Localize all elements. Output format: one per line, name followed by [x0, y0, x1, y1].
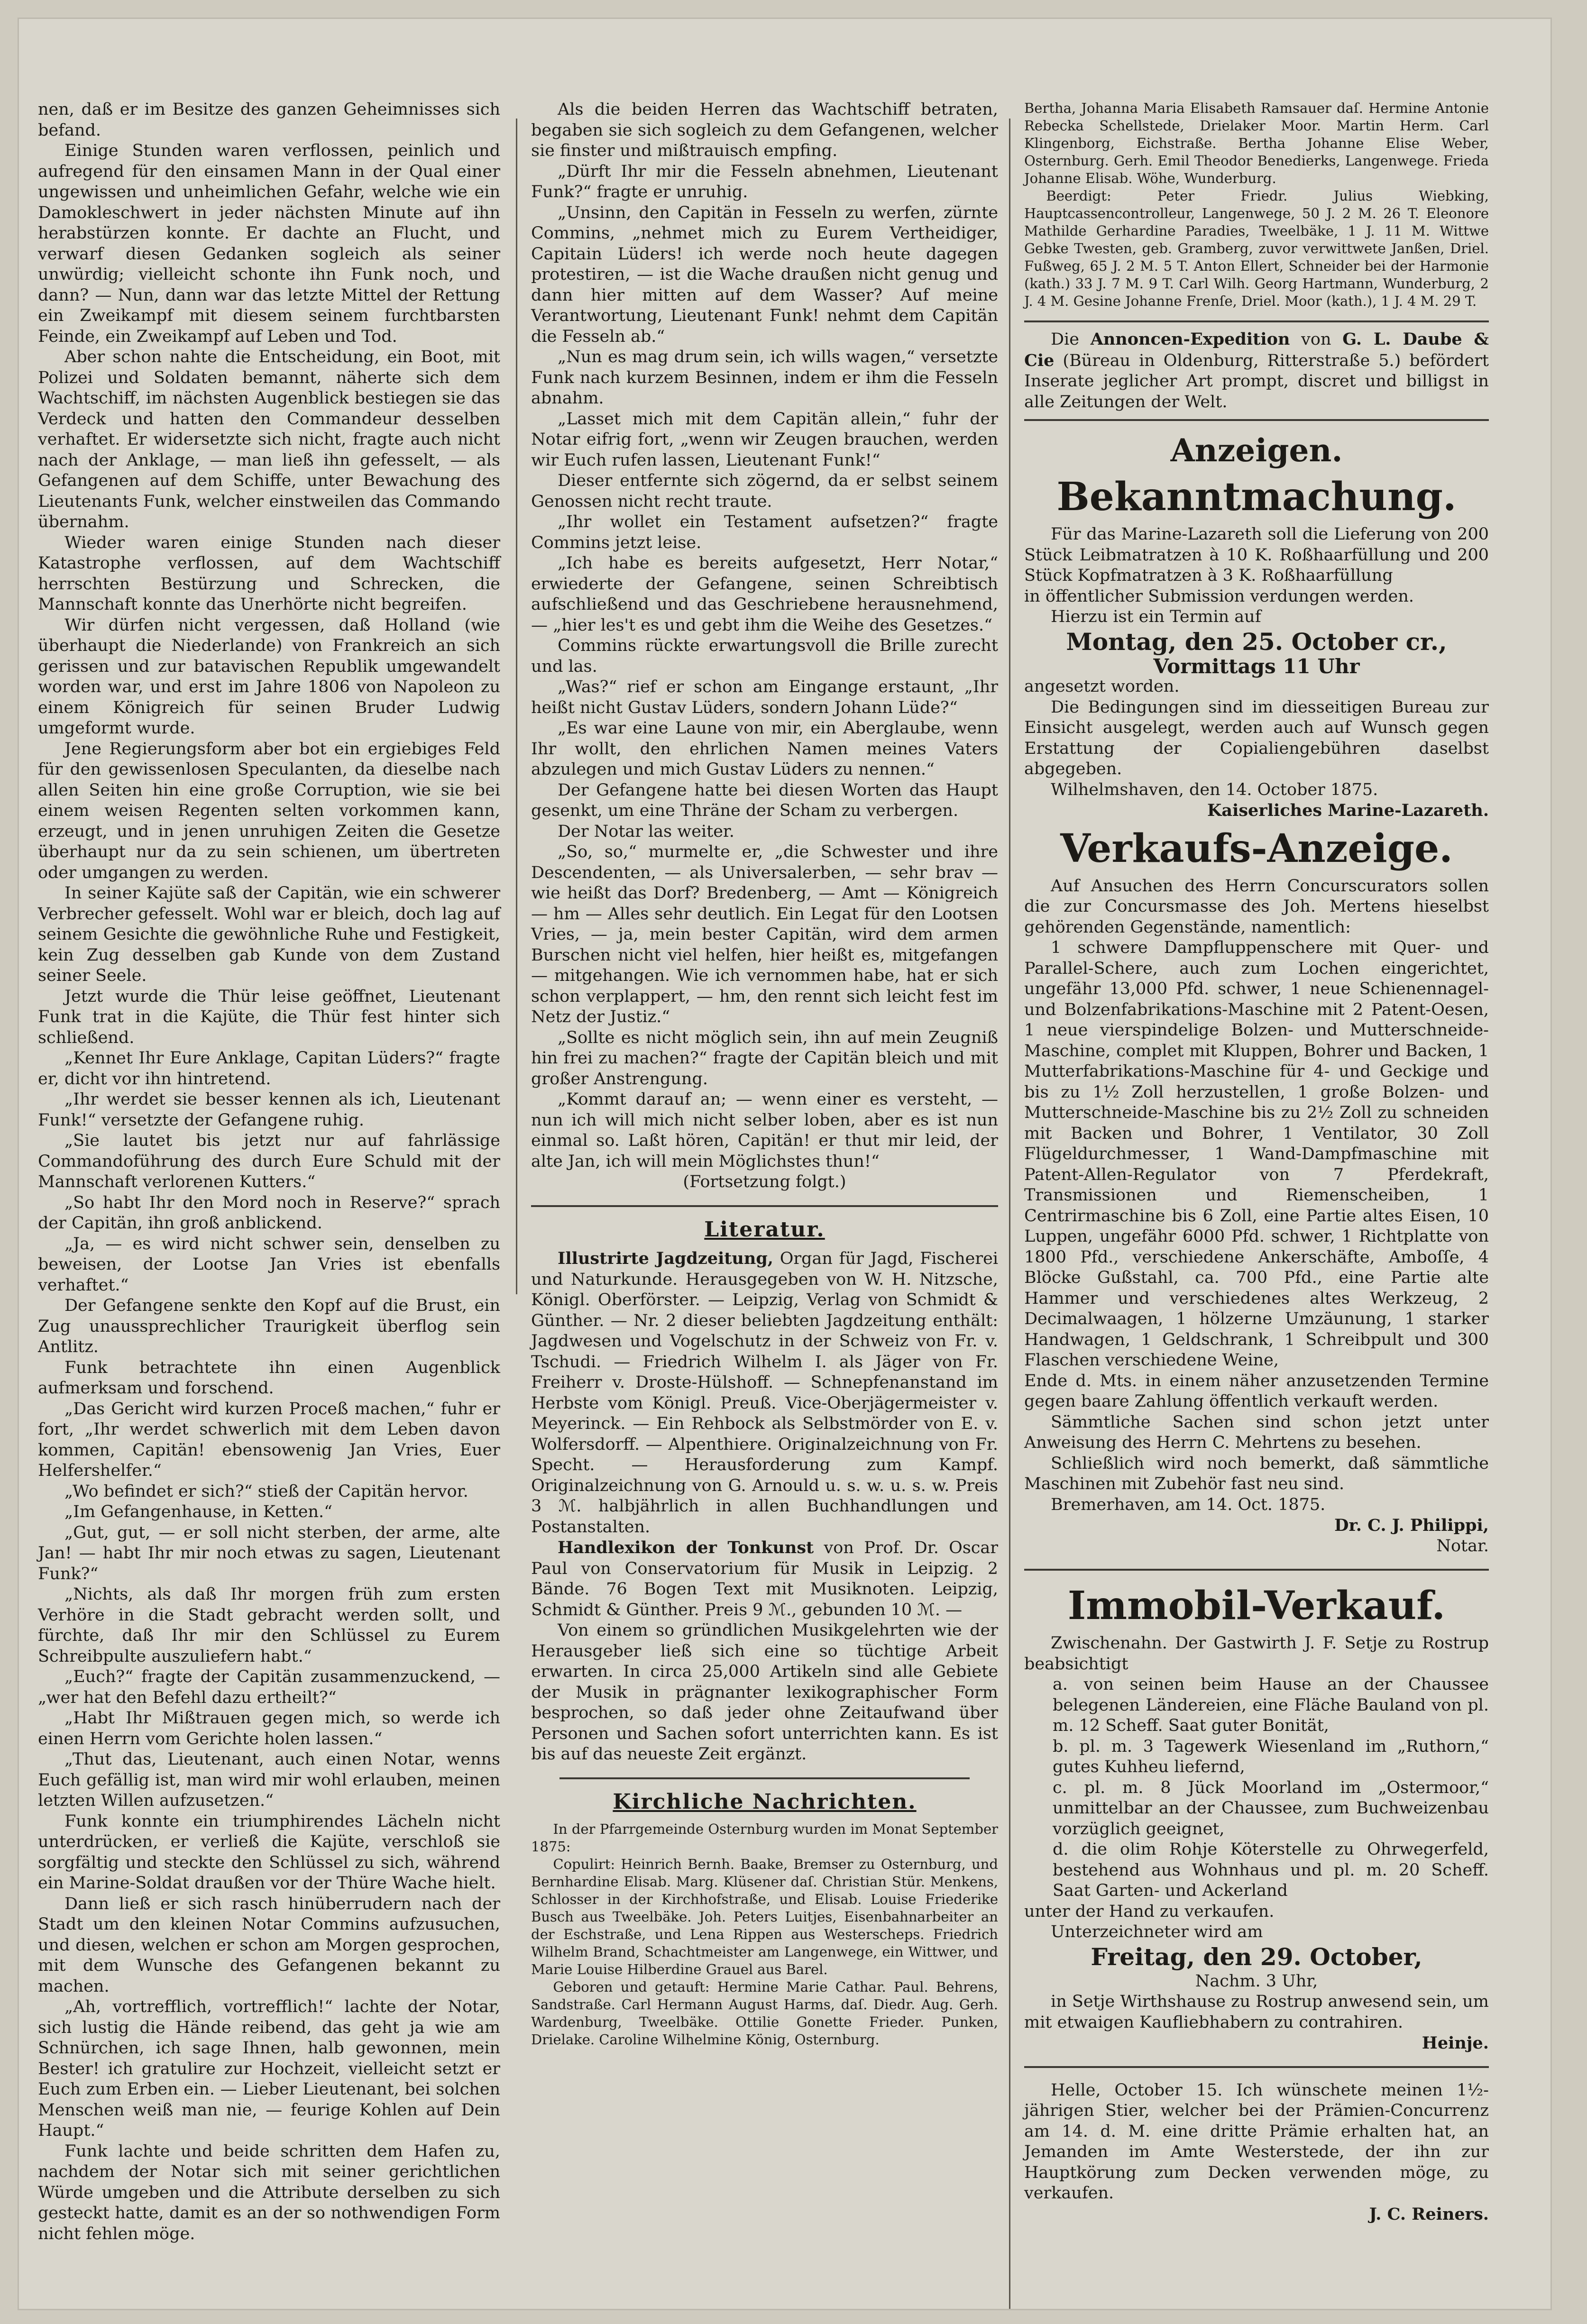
- column-rule-right: [1009, 119, 1010, 2309]
- literature-heading: Literatur.: [704, 1217, 825, 1242]
- middle-column: [531, 100, 998, 2049]
- story-paragraph: „Thut das, Lieutenant, auch einen Notar, wenns Euch gefällig ist, man wird mir wohl erlauben, meinen letzten Willen aufzusetzen.“: [38, 1750, 500, 1810]
- property-time: Nachm. 3 Uhr,: [1195, 1971, 1318, 1991]
- newspaper-page: [19, 19, 1550, 2309]
- story-paragraph: „Gut, gut, — er soll nicht sterben, der arme, alte Jan! — habt Ihr mir noch etwas zu sagen, Lieutenant Funk?“: [38, 1523, 500, 1583]
- annonce-company: G. L. Daube & Cie: [1024, 329, 1489, 370]
- story-paragraph: „Unsinn, den Capitän in Fesseln zu werfen, zürnte Commins, „nehmet mich zu Eurem Vertheidiger, Capitain Lüders! ich werde noch heute dagegen protestiren, — ist die Wache draußen nicht genug und dann hier mitten auf dem Wasser? Auf meine Verantwortung, Lieutenant Funk! nehmt dem Capitän die Fesseln ab.“: [531, 203, 998, 346]
- property-signature: Heinje.: [1422, 2033, 1489, 2053]
- sale-paragraph: Schließlich wird noch bemerkt, daß sämmtliche Maschinen mit Zubehör fast neu sind.: [1024, 1454, 1489, 1493]
- story-paragraph: „So habt Ihr den Mord noch in Reserve?“ sprach der Capitän, ihn groß anblickend.: [38, 1193, 500, 1233]
- story-paragraph: Wir dürfen nicht vergessen, daß Holland (wie überhaupt die Niederlande) von Frankreich an sich gerissen und zur batavischen Republik umgewandelt worden war, und erst im Jahre 1806 von Napoleon zu einem Königreich für seinen Bruder Ludwig umgeformt wurde.: [38, 615, 500, 738]
- story-paragraph: „Sollte es nicht möglich sein, ihn auf mein Zeugniß hin frei zu machen?“ fragte der Capitän bleich und mit großer Anstrengung.: [531, 1028, 998, 1089]
- story-paragraph: „Dürft Ihr mir die Fesseln abnehmen, Lieutenant Funk?“ fragte er unruhig.: [531, 162, 998, 201]
- property-item: b. pl. m. 3 Tagewerk Wiesenland im „Ruthorn,“ gutes Kuhheu liefernd,: [1053, 1737, 1489, 1776]
- annonce-pre: Die: [1051, 330, 1091, 349]
- story-paragraph: Der Gefangene hatte bei diesen Worten das Haupt gesenkt, um eine Thräne der Scham zu verbergen.: [531, 780, 998, 820]
- story-paragraph: „Im Gefangenhause, in Ketten.“: [64, 1502, 333, 1521]
- story-paragraph: nen, daß er im Besitze des ganzen Geheimnisses sich befand.: [38, 100, 500, 140]
- story-paragraph: Der Gefangene senkte den Kopf auf die Brust, ein Zug unaussprechlicher Traurigkeit überflog sein Antlitz.: [38, 1296, 500, 1356]
- property-item: d. die olim Rohje Köterstelle zu Ohrwegerfeld, bestehend aus Wohnhaus und pl. m. 20 Scheff. Saat Garten- und Ackerland: [1053, 1840, 1489, 1900]
- story-paragraph: „Euch?“ fragte der Capitän zusammenzuckend, — „wer hat den Befehl dazu ertheilt?“: [38, 1667, 500, 1707]
- sale-notice-heading: Verkaufs-Anzeige.: [1060, 825, 1453, 871]
- annonce-text: [1024, 329, 1489, 412]
- notice-date: Montag, den 25. October cr.,: [1066, 627, 1447, 656]
- story-paragraph: „Habt Ihr Mißtrauen gegen mich, so werde ich einen Herrn vom Gerichte holen lassen.“: [38, 1709, 500, 1748]
- story-paragraph: „Ja, — es wird nicht schwer sein, denselben zu beweisen, der Lootse Jan Vries ist ebenfalls verhaftet.“: [38, 1234, 500, 1295]
- advertisement-column: [1024, 100, 1489, 2224]
- property-sale-heading: Immobil-Verkauf.: [1067, 1583, 1446, 1629]
- notice-paragraph: Wilhelmshaven, den 14. October 1875.: [1051, 780, 1378, 799]
- story-paragraph: Funk lachte und beide schritten dem Hafen zu, nachdem der Notar sich mit seiner gerichtlichen Würde umgeben und die Attribute derselben zu sich gesteckt hatte, damit es an der so nothwendigen Form nicht fehlen möge.: [38, 2141, 500, 2243]
- bull-sale-signature: J. C. Reiners.: [1369, 2204, 1489, 2224]
- section-divider: [531, 1205, 998, 1207]
- story-paragraph: Commins rückte erwartungsvoll die Brille zurecht und las.: [531, 636, 998, 676]
- church-news-paragraph: In der Pfarrgemeinde Osternburg wurden im Monat September 1875:: [531, 1821, 998, 1855]
- burials-paragraph: Beerdigt: Peter Friedr. Julius Wiebking, Hauptcassencontrolleur, Langenwege, 50 J. 2 M. 26 T. Eleonore Mathilde Gerhardine Paradies, Tweelbäke, 1 J. 11 M. Wittwe Gebke Twesten, geb. Gramberg, zuvor verwittwete Janßen, Driel. Fußweg, 65 J. 2 M. 5 T. Anton Ellert, Schneider bei der Harmonie (kath.) 33 J. 7 M. 9 T. Carl Wilh. Georg Hartmann, Wunderburg, 2 J. 4 M. Gesine Johanne Frenſe, Driel. Moor (kath.), 1 J. 4 M. 29 T.: [1024, 188, 1489, 309]
- sale-paragraph: Sämmtliche Sachen sind schon jetzt unter Anweisung des Herrn C. Mehrtens zu besehen.: [1024, 1412, 1489, 1452]
- notice-signature: Kaiserliches Marine-Lazareth.: [1207, 801, 1489, 820]
- sale-paragraph: Ende d. Mts. in einem näher anzusetzenden Termine gegen baare Zahlung öffentlich verkauft werden.: [1024, 1371, 1489, 1411]
- property-text: in Setje Wirthshause zu Rostrup anwesend sein, um mit etwaigen Kaufliebhabern zu contrahiren.: [1024, 1992, 1489, 2032]
- notice-heading: Bekanntmachung.: [1056, 474, 1457, 520]
- property-text: Unterzeichneter wird am: [1051, 1922, 1263, 1941]
- continuation-note: (Fortsetzung folgt.): [683, 1172, 846, 1191]
- literature-entry-text: Organ für Jagd, Fischerei und Naturkunde. Herausgegeben von W. H. Nitzsche, Königl. Oberförster. — Leipzig, Verlag von Schmidt & Günther. — Nr. 2 dieser beliebten Jagdzeitung enthält: Jagdwesen und Vogelschutz in der Schweiz von Fr. v. Tschudi. — Friedrich Wilhelm I. als Jäger von Fr. Freiherr v. Droste-Hülshoff. — Schnepfenanstand im Herbste vom Königl. Preuß. Vice-Oberjägermeister v. Meyerinck. — Ein Rehbock als Selbstmörder von E. v. Wolfersdorff. — Alpenthiere. Originalzeichnung von Fr. Specht. — Herausforderung zum Kampf. Originalzeichnung von G. Arnould u. s. w. u. s. w. Preis 3 ℳ. halbjährlich in allen Buchhandlungen und Postanstalten.: [531, 1249, 999, 1537]
- story-paragraph: Jetzt wurde die Thür leise geöffnet, Lieutenant Funk trat in die Kajüte, die Thür fest hinter sich schließend.: [38, 987, 500, 1047]
- story-paragraph: „Kommt darauf an; — wenn einer es versteht, — nun ich will mich nicht selber loben, aber es ist nun einmal so. Laßt hören, Capitän! er thut mir leid, der alte Jan, ich will mein Möglichstes thun!“: [531, 1090, 998, 1171]
- story-paragraph: Funk betrachtete ihn einen Augenblick aufmerksam und forschend.: [38, 1358, 500, 1398]
- story-paragraph: „Ihr werdet sie besser kennen als ich, Lieutenant Funk!“ versetzte der Gefangene ruhig.: [38, 1090, 500, 1130]
- story-paragraph: Wieder waren einige Stunden nach dieser Katastrophe verflossen, auf dem Wachtschiff herrschten Bestürzung und Schrecken, die Mannschaft konnte das Unerhörte nicht begreifen.: [38, 533, 500, 614]
- story-paragraph: Dann ließ er sich rasch hinüberrudern nach der Stadt um den kleinen Notar Commins aufzusuchen, und diesen, welchen er schon am Morgen gesprochen, mit dem Wunsche des Gefangenen bekannt zu machen.: [38, 1894, 500, 1996]
- church-news-continued: Bertha, Johanna Maria Elisabeth Ramsauer daſ. Hermine Antonie Rebecka Schellstede, Drielaker Moor. Martin Herm. Carl Klingenborg, Eichstraße. Bertha Johanne Elise Weber, Osternburg. Gerh. Emil Theodor Benedierks, Langenwege. Frieda Johanne Elisab. Wöhe, Wunderburg.: [1024, 100, 1489, 186]
- bull-sale-text: Helle, October 15. Ich wünschete meinen 1½-jährigen Stier, welcher bei der Prämien-Concurrenz am 14. d. M. eine dritte Prämie erhalten hat, an Jemanden im Amte Westerstede, der ihn zur Hauptkörung zum Decken verwenden möge, zu verkaufen.: [1024, 2080, 1489, 2203]
- church-news-paragraph: Copulirt: Heinrich Bernh. Baake, Bremser zu Osternburg, und Bernhardine Elisab. Marg. Klüsener daſ. Christian Stür. Menkens, Schlosser in der Kirchhofstraße, und Elisab. Louise Friederike Busch aus Tweelbäke. Joh. Peters Luitjes, Eisenbahnarbeiter an der Eschstraße, und Lena Rippen aus Westerscheps. Friedrich Wilhelm Brand, Schachtmeister am Langenwege, ein Wittwer, und Marie Louise Hilberdine Grauel aus Barel.: [531, 1856, 998, 1977]
- literature-entry: [531, 1620, 998, 1765]
- church-news-paragraph: Geboren und getauft: Hermine Marie Cathar. Paul. Behrens, Sandstraße. Carl Hermann August Harms, daſ. Diedr. Aug. Gerh. Wardenburg, Tweelbäke. Ottilie Gonette Frieder. Punken, Drielake. Caroline Wilhelmine König, Osternburg.: [531, 1979, 998, 2048]
- property-item: c. pl. m. 8 Jück Moorland im „Ostermoor,“ unmittelbar an der Chaussee, zum Buchweizenbau vorzüglich geeignet,: [1053, 1778, 1489, 1839]
- sale-paragraph: 1 schwere Dampfluppenschere mit Quer- und Parallel-Schere, auch zum Lochen eingerichtet, ungefähr 13,000 Pfd. schwer, 1 neue Schienennagel- und Bolzenfabrikations-Maschine mit 2 Patent-Oesen, 1 neue vierspindelige Bolzen- und Mutterschneide-Maschine, complet mit Kluppen, Bohrer und Backen, 1 Mutterfabrikations-Maschine für 4- und Geckige und bis zu 1½ Zoll herzustellen, 1 große Bolzen- und Mutterschneide-Maschine bis zu 2½ Zoll zu schneiden mit Backen und Bohrer, 1 Ventilator, 30 Zoll Flügeldurchmesser, 1 Wand-Dampfmaschine mit Patent-Allen-Regulator von 7 Pferdekraft, Transmissionen und Riemenscheiben, 1 Centrirmaschine bis 6 Zoll, eine Partie altes Eisen, 10 Luppen, ungefähr 6000 Pfd. schwer, 1 Richtplatte von 1800 Pfd., verschiedene Ankerschäfte, Amboſſe, 4 Blöcke Gußstahl, ca. 700 Pfd., eine Partie alte Hammer und verschiedenes altes Werkzeug, 2 Decimalwaagen, 1 hölzerne Umzäunung, 1 starker Handwagen, 1 Geldschrank, 1 Schreibpult und 300 Flaschen verschiedene Weine,: [1024, 938, 1489, 1370]
- story-paragraph: „Nichts, als daß Ihr morgen früh zum ersten Verhöre in die Stadt gebracht werden sollt, und fürchte, daß Ihr mir den Schlüssel zu Eurem Schreibpulte auszuliefern habt.“: [38, 1585, 500, 1666]
- church-news-heading: Kirchliche Nachrichten.: [613, 1789, 917, 1814]
- story-paragraph: In seiner Kajüte saß der Capitän, wie ein schwerer Verbrecher gefesselt. Wohl war er bleich, doch lag auf seinem Gesichte die gewöhnliche Ruhe und Festigkeit, kein Zug desselben gab Kunde von dem Zustand seiner Seele.: [38, 884, 500, 985]
- property-intro: Zwischenahn. Der Gastwirth J. F. Setje zu Rostrup beabsichtigt: [1024, 1634, 1489, 1674]
- story-paragraph: „Wo befindet er sich?“ stieß der Capitän hervor.: [64, 1482, 468, 1501]
- property-item: a. von seinen beim Hause an der Chaussee belegenen Ländereien, eine Fläche Bauland von pl. m. 12 Scheff. Saat guter Bonität,: [1053, 1675, 1489, 1735]
- story-paragraph: „Es war eine Laune von mir, ein Aberglaube, wenn Ihr wollt, den ehrlichen Namen meines Vaters abzulegen und mich Gustav Lüders zu nennen.“: [531, 719, 998, 779]
- story-paragraph: „Ich habe es bereits aufgesetzt, Herr Notar,“ erwiederte der Gefangene, seinen Schreibtisch aufschließend und das Geschriebene herausnehmend, — „hier les't es und gebt ihm die Weihe des Gesetzes.“: [531, 554, 998, 635]
- literature-entry-title: Illustrirte Jagdzeitung,: [558, 1249, 773, 1268]
- annonce-mid: von: [1290, 330, 1343, 349]
- story-paragraph: Dieser entfernte sich zögernd, da er selbst seinem Genossen nicht recht traute.: [531, 471, 998, 511]
- story-paragraph: „Kennet Ihr Eure Anklage, Capitan Lüders?“ fragte er, dicht vor ihn hintretend.: [38, 1049, 500, 1089]
- section-divider: [1024, 1569, 1489, 1571]
- sale-signature-title: Notar.: [1436, 1536, 1489, 1555]
- column-rule-left: [516, 119, 517, 1294]
- literature-entry-text: Von einem so gründlichen Musikgelehrten wie der Herausgeber ließ sich eine so tüchtige Arbeit erwarten. In circa 25,000 Artikeln sind alle Gebiete der Musik in prägnanter lexikographischer Form besprochen, so daß jeder ohne Zeitaufwand über Personen und Sachen sofort unterrichten kann. Es ist bis auf das neueste Zeit ergänzt.: [531, 1621, 998, 1764]
- story-paragraph: Als die beiden Herren das Wachtschiff betraten, begaben sie sich sogleich zu dem Gefangenen, welcher sie finster und mißtrauisch empfing.: [531, 100, 998, 160]
- story-paragraph: „Sie lautet bis jetzt nur auf fahrlässige Commandoführung des durch Eure Schuld mit der Mannschaft verlorenen Kutters.“: [38, 1131, 500, 1191]
- sale-paragraph: Bremerhaven, am 14. Oct. 1875.: [1051, 1495, 1326, 1514]
- story-paragraph: „Das Gericht wird kurzen Proceß machen,“ fuhr er fort, „Ihr werdet schwerlich mit dem Leben davon kommen, Capitän! ebensowenig Jan Vries, Euer Helfershelfer.“: [38, 1399, 500, 1480]
- story-paragraph: Einige Stunden waren verflossen, peinlich und aufregend für den einsamen Mann in der Qual einer ungewissen und unheimlichen Gefahr, welche wie ein Damokleschwert in jeder nächsten Minute auf ihn herabstürzen konnte. Er dachte an Flucht, und verwarf diesen Gedanken sogleich als seiner unwürdig; vielleicht schonte ihn Funk noch, und dann? — Nun, dann war das letzte Mittel der Rettung ein Zweikampf mit diesem seinem furchtbarsten Feinde, ein Zweikampf auf Leben und Tod.: [38, 141, 500, 346]
- literature-entry-title: Handlexikon der Tonkunst: [558, 1538, 814, 1557]
- story-paragraph: Der Notar las weiter.: [558, 822, 734, 841]
- annonce-post: (Büreau in Oldenburg, Ritterstraße 5.) befördert Inserate jeglicher Art prompt, discret und billigst in alle Zeitungen der Welt.: [1024, 351, 1489, 412]
- story-paragraph: „Lasset mich mit dem Capitän allein,“ fuhr der Notar eifrig fort, „wenn wir Zeugen brauchen, werden wir Euch rufen lassen, Lieutenant Funk!“: [531, 409, 998, 470]
- notice-paragraph: Die Bedingungen sind im diesseitigen Bureau zur Einsicht ausgelegt, werden auch auf Wunsch gegen Erstattung der Copialiengebühren daselbst abgegeben.: [1024, 697, 1489, 778]
- sale-signature: Dr. C. J. Philippi,: [1334, 1516, 1489, 1535]
- notice-paragraph: angesetzt worden.: [1024, 677, 1180, 696]
- ads-heading: Anzeigen.: [1170, 432, 1343, 469]
- story-paragraph: „So, so,“ murmelte er, „die Schwester und ihre Descendenten, — als Universalerben, — sehr brav — wie heißt das Dorf? Bredenberg, — Amt — Königreich — hm — Alles sehr deutlich. Ein Legat für den Lootsen Vries, — ja, mein bester Capitän, wird dem armen Burschen nicht viel helfen, hier heißt es, mitgefangen — mitgehangen. Wie ich vernommen habe, hat er sich schon verplappert, — hm, den rennt sich leicht fest im Netz der Justiz.“: [531, 842, 998, 1026]
- literature-entry-text: von Prof. Dr. Oscar Paul von Conservatorium für Musik in Leipzig. 2 Bände. 76 Bogen Text mit Musiknoten. Leipzig, Schmidt & Günther. Preis 9 ℳ., gebunden 10 ℳ. —: [531, 1538, 998, 1619]
- section-divider: [1024, 2066, 1489, 2068]
- property-text: unter der Hand zu verkaufen.: [1024, 1902, 1275, 1921]
- literature-entry: [531, 1248, 998, 1537]
- story-paragraph: Aber schon nahte die Entscheidung, ein Boot, mit Polizei und Soldaten bemannt, näherte sich dem Wachtschiff, im nächsten Augenblick bestiegen sie das Verdeck und hatten den Commandeur desselben verhaftet. Er widersetzte sich nicht, fragte auch nicht nach der Anklage, — man ließ ihn gefesselt, — als Gefangenen auf dem Schiffe, unter Bewachung des Lieutenants Funk, welcher einstweilen das Commando übernahm.: [38, 348, 500, 531]
- annonce-expedition-ad: [1024, 320, 1489, 421]
- sale-paragraph: Auf Ansuchen des Herrn Concurscurators sollen die zur Concursmasse des Joh. Mertens hieselbst gehörenden Gegenstände, namentlich:: [1024, 876, 1489, 937]
- section-divider: [560, 1777, 970, 1779]
- story-column-left: [38, 100, 500, 2244]
- notice-paragraph: in öffentlicher Submission verdungen werden.: [1024, 586, 1414, 606]
- property-date: Freitag, den 29. October,: [1091, 1942, 1422, 1971]
- story-paragraph: „Nun es mag drum sein, ich wills wagen,“ versetzte Funk nach kurzem Besinnen, indem er ihm die Fesseln abnahm.: [531, 348, 998, 408]
- notice-time: Vormittags 11 Uhr: [1153, 654, 1360, 678]
- annonce-name: Annoncen-Expedition: [1090, 329, 1290, 349]
- story-paragraph: „Ihr wollet ein Testament aufsetzen?“ fragte Commins jetzt leise.: [531, 512, 998, 552]
- story-paragraph: Funk konnte ein triumphirendes Lächeln nicht unterdrücken, er verließ die Kajüte, verschloß sie sorgfältig und steckte den Schlüssel zu sich, während ein Marine-Soldat draußen vor der Thüre Wache hielt.: [38, 1812, 500, 1893]
- notice-paragraph: Hierzu ist ein Termin auf: [1051, 607, 1261, 626]
- story-paragraph: „Ah, vortrefflich, vortrefflich!“ lachte der Notar, sich lustig die Hände reibend, das geht ja wie am Schnürchen, ich sage Ihnen, halb gewonnen, mein Bester! ich gratulire zur Hochzeit, vielleicht setzt er Euch zum Erben ein. — Lieber Lieutenant, bei solchen Menschen weiß man nie, — feurige Kohlen auf Dein Haupt.“: [38, 1997, 500, 2140]
- literature-entry: [531, 1537, 998, 1620]
- story-paragraph: Jene Regierungsform aber bot ein ergiebiges Feld für den gewissenlosen Speculanten, da dieselbe nach allen Seiten hin eine große Corruption, wie sie bei einem weisen Regenten selten vorkommen kann, erzeugt, und in jenen unruhigen Zeiten die Gesetze überhaupt nur da zu sein schienen, um übertreten oder umgangen zu werden.: [38, 739, 500, 882]
- story-paragraph: „Was?“ rief er schon am Eingange erstaunt, „Ihr heißt nicht Gustav Lüders, sondern Johann Lüde?“: [531, 677, 998, 717]
- notice-paragraph: Für das Marine-Lazareth soll die Lieferung von 200 Stück Leibmatratzen à 10 K. Roßhaarfüllung und 200 Stück Kopfmatratzen à 3 K. Roßhaarfüllung: [1024, 525, 1489, 585]
